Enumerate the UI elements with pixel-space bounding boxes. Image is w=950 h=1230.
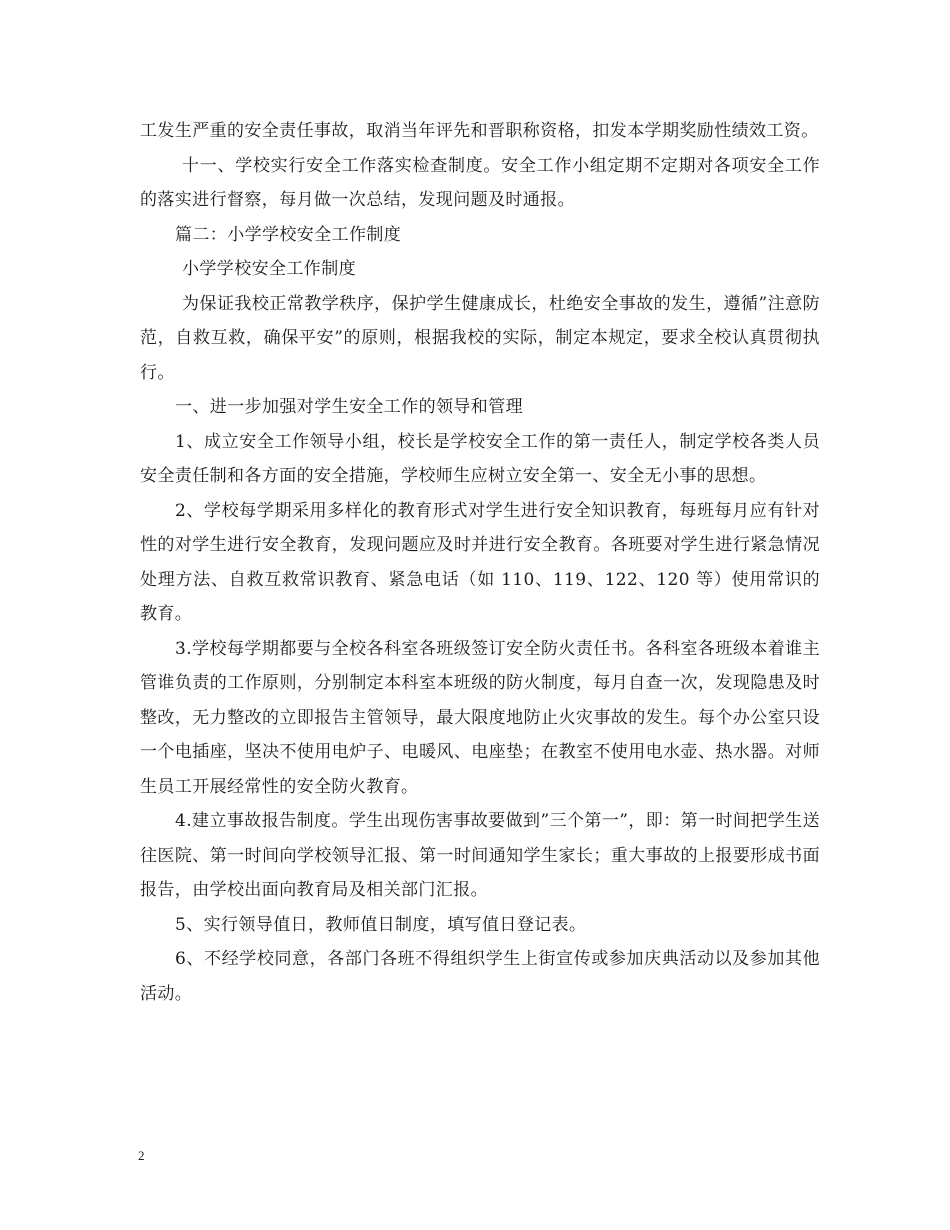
paragraph-intro: 为保证我校正常教学秩序，保护学生健康成长，杜绝安全事故的发生，遵循”注意防范，自救互救，确保平安”的原则，根据我校的实际，制定本规定，要求全校认真贯彻执行。 (140, 293, 820, 383)
paragraph-item-2: 2、学校每学期采用多样化的教育形式对学生进行安全知识教育，每班每月应有针对性的对学生进行安全教育，发现问题应及时并进行安全教育。各班要对学生进行紧急情况处理方法、自救互救常识教育、紧急电话（如 110、119、122、120 等）使用常识的教育。 (140, 500, 820, 624)
page-number: 2 (138, 1148, 145, 1163)
paragraph-item-3: 3.学校每学期都要与全校各科室各班级签订安全防火责任书。各科室各班级本着谁主管谁负责的工作原则，分别制定本科室本班级的防火制度，每月自查一次，发现隐患及时整改，无力整改的立即报告主管领导，最大限度地防止火灾事故的发生。每个办公室只设一个电插座，坚决不使用电炉子、电暖风、电座垫；在教室不使用电水壶、热水器。对师生员工开展经常性的安全防火教育。 (140, 638, 820, 797)
paragraph-item-6: 6、不经学校同意，各部门各班不得组织学生上街宣传或参加庆典活动以及参加其他活动。 (140, 949, 820, 1004)
document-body (140, 114, 820, 1011)
subsection-heading: 一、进一步加强对学生安全工作的领导和管理 (175, 397, 523, 417)
paragraph-item-4: 4.建立事故报告制度。学生出现伤害事故要做到”三个第一”，即：第一时间把学生送往医院、第一时间向学校领导汇报、第一时间通知学生家长；重大事故的上报要形成书面报告，由学校出面向教育局及相关部门汇报。 (140, 811, 820, 900)
section-heading: 篇二：小学学校安全工作制度 (175, 224, 402, 245)
paragraph-item-5: 5、实行领导值日，教师值日制度，填写值日登记表。 (175, 914, 587, 935)
paragraph-item-1: 1、成立安全工作领导小组，校长是学校安全工作的第一责任人，制定学校各类人员安全责任制和各方面的安全措施，学校师生应树立安全第一、安全无小事的思想。 (140, 431, 820, 486)
paragraph-item-eleven: 十一、学校实行安全工作落实检查制度。安全工作小组定期不定期对各项安全工作的落实进行督察，每月做一次总结，发现问题及时通报。 (140, 155, 820, 210)
document-title: 小学学校安全工作制度 (182, 259, 356, 279)
paragraph-continuation: 工发生严重的安全责任事故，取消当年评先和晋职称资格，扣发本学期奖励性绩效工资。 (140, 121, 819, 141)
